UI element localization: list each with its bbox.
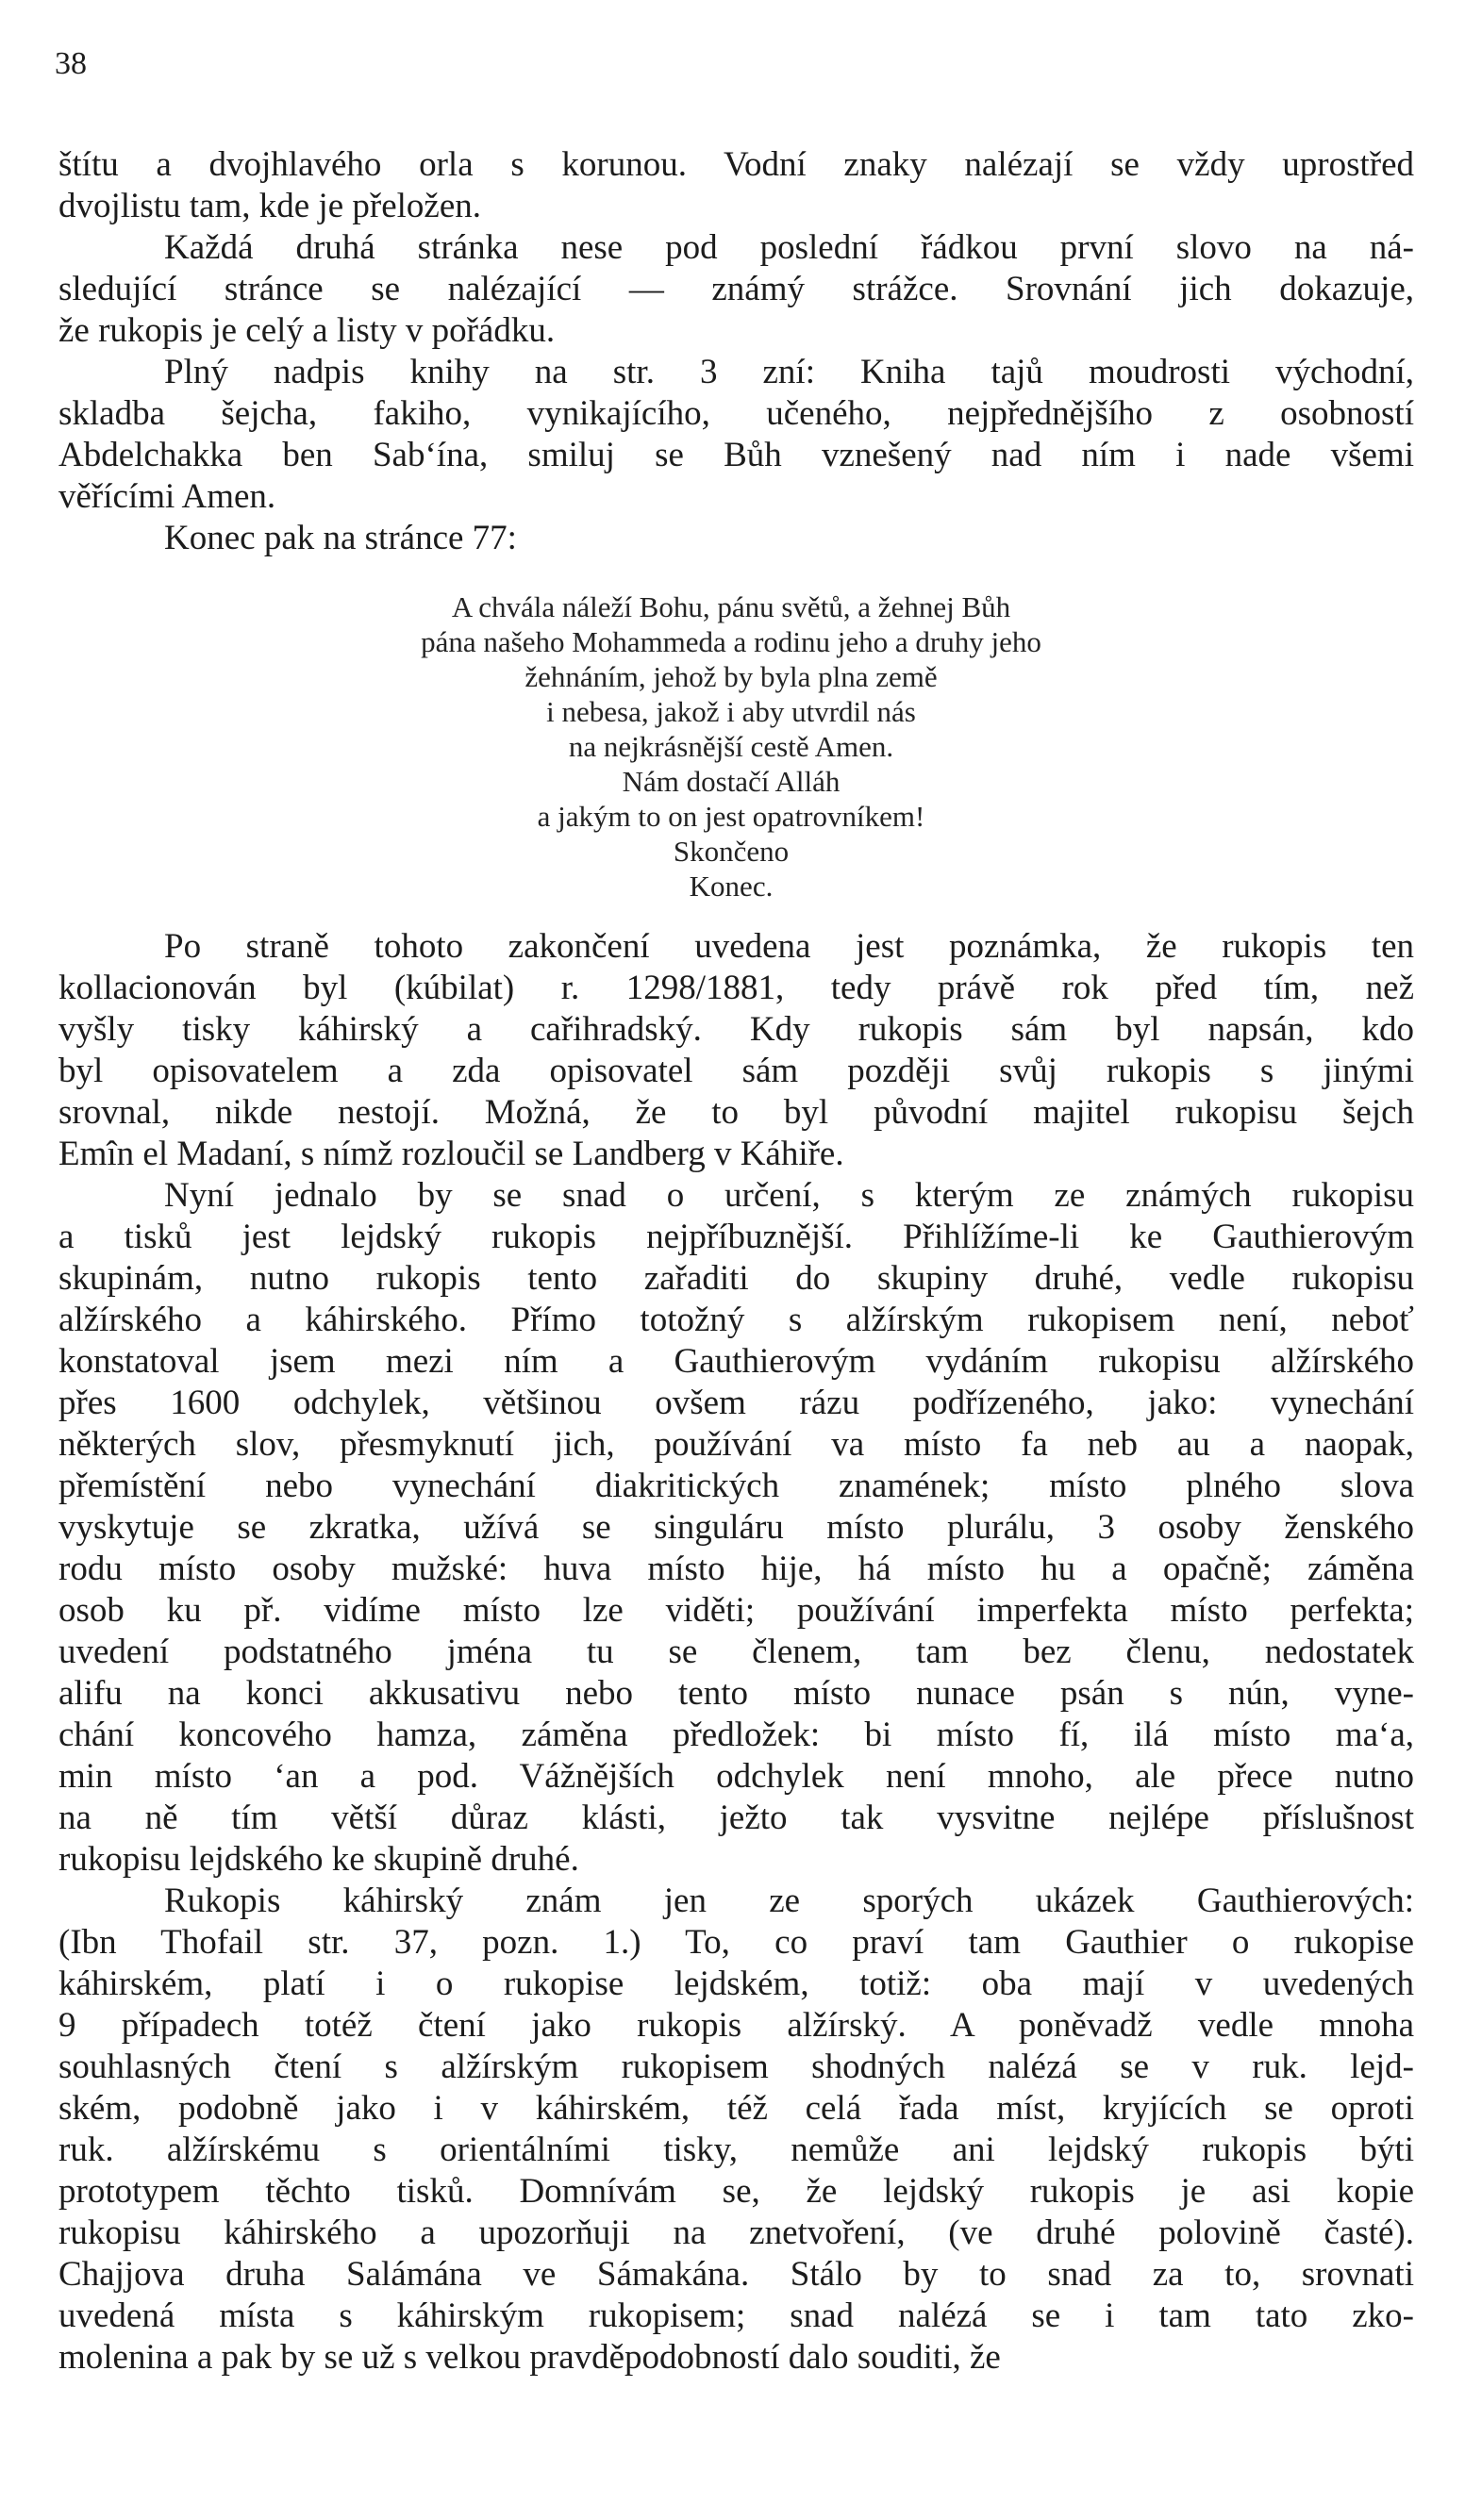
text-line: dvojlistu tam, kde je přeložen.: [58, 187, 481, 225]
text-line: Rukopis káhirský znám jen ze sporých ukázek Gauthierových:: [164, 1882, 1414, 1920]
text-line: Každá druhá stránka nese pod poslední řádkou první slovo na ná-: [164, 228, 1414, 267]
quote-line: Konec.: [689, 870, 774, 903]
text-line: skladba šejcha, fakiho, vynikajícího, učeného, nejpřednějšího z osobností: [58, 394, 1414, 433]
text-line: osob ku př. vidíme místo lze viděti; používání imperfekta místo perfekta;: [58, 1591, 1414, 1630]
quote-line: na nejkrásnější cestě Amen.: [568, 730, 894, 763]
intro-section: [58, 144, 1414, 559]
text-line: kollacionován byl (kúbilat) r. 1298/1881, tedy právě rok před tím, než: [58, 969, 1414, 1007]
text-line: vyskytuje se zkratka, užívá se singuláru místo plurálu, 3 osoby ženského: [58, 1508, 1414, 1547]
quote-line: Nám dostačí Alláh: [622, 765, 841, 798]
quote-line: žehnáním, jehož by byla plna země: [524, 660, 938, 693]
text-line: na ně tím větší důraz klásti, ježto tak vysvitne nejlépe příslušnost: [58, 1799, 1414, 1837]
text-line: min místo ‘an a pod. Vážnějších odchylek není mnoho, ale přece nutno: [58, 1757, 1414, 1796]
paragraph: [58, 1881, 1414, 2379]
text-line: rukopisu káhirského a upozorňuji na znetvoření, (ve druhé polovině časté).: [58, 2213, 1414, 2252]
quote-line: i nebesa, jakož i aby utvrdil nás: [546, 695, 916, 728]
text-line: některých slov, přesmyknutí jich, používání va místo fa neb au a naopak,: [58, 1425, 1414, 1464]
text-line: vyšly tisky káhirský a cařihradský. Kdy rukopis sám byl napsán, kdo: [58, 1010, 1414, 1049]
text-line: 9 případech totéž čtení jako rukopis alžírský. A poněvadž vedle mnoha: [58, 2006, 1414, 2045]
text-line: Po straně tohoto zakončení uvedena jest poznámka, že rukopis ten: [164, 927, 1414, 966]
text-line: věřícími Amen.: [58, 477, 276, 516]
text-line: uvedená místa s káhirským rukopisem; snad nalézá se i tam tato zko-: [58, 2296, 1414, 2335]
text-line: (Ibn Thofail str. 37, pozn. 1.) To, co praví tam Gauthier o rukopise: [58, 1923, 1414, 1962]
text-line: káhirském, platí i o rukopise lejdském, totiž: oba mají v uvedených: [58, 1965, 1414, 2003]
quote-line: a jakým to on jest opatrovníkem!: [537, 800, 925, 833]
body-section: [58, 926, 1414, 2379]
text-line: štítu a dvojhlavého orla s korunou. Vodní znaky nalézají se vždy uprostřed: [58, 145, 1414, 184]
text-line: konstatoval jsem mezi ním a Gauthierovým vydáním rukopisu alžírského: [58, 1342, 1414, 1381]
text-line: rukopisu lejdského ke skupině druhé.: [58, 1840, 579, 1879]
paragraph: [58, 144, 1414, 227]
text-line: skupinám, nutno rukopis tento zařaditi do skupiny druhé, vedle rukopisu: [58, 1259, 1414, 1298]
colophon-quote: [236, 589, 1226, 904]
paragraph: [58, 926, 1414, 1175]
text-line: přemístění nebo vynechání diakritických znamének; místo plného slova: [58, 1467, 1414, 1505]
text-line: rodu místo osoby mužské: huva místo hije, há místo hu a opačně; záměna: [58, 1550, 1414, 1588]
paragraph: [58, 518, 1414, 559]
quote-line: Skončeno: [673, 835, 790, 868]
text-line: sledující stránce se nalézající — známý strážce. Srovnání jich dokazuje,: [58, 270, 1414, 308]
page-number: 38: [55, 46, 87, 81]
text-line: ruk. alžírskému s orientálními tisky, nemůže ani lejdský rukopis býti: [58, 2130, 1414, 2169]
text-line: alifu na konci akkusativu nebo tento místo nunace psán s nún, vyne-: [58, 1674, 1414, 1713]
text-line: Plný nadpis knihy na str. 3 zní: Kniha tajů moudrosti východní,: [164, 353, 1414, 391]
text-line: přes 1600 odchylek, většinou ovšem rázu podřízeného, jako: vynechání: [58, 1384, 1414, 1422]
paragraph: [58, 227, 1414, 352]
text-line: byl opisovatelem a zda opisovatel sám později svůj rukopis s jinými: [58, 1052, 1414, 1090]
text-line: uvedení podstatného jména tu se členem, tam bez členu, nedostatek: [58, 1633, 1414, 1671]
text-line: chání koncového hamza, záměna předložek: bi místo fí, ilá místo ma‘a,: [58, 1716, 1414, 1754]
text-line: Emîn el Madaní, s nímž rozloučil se Landberg v Káhiře.: [58, 1135, 844, 1173]
paragraph: [58, 352, 1414, 518]
text-line: Chajjova druha Salámána ve Sámakána. Stálo by to snad za to, srovnati: [58, 2255, 1414, 2294]
text-line: Konec pak na stránce 77:: [164, 519, 517, 557]
text-line: ském, podobně jako i v káhirském, též celá řada míst, kryjících se oproti: [58, 2089, 1414, 2128]
text-line: souhlasných čtení s alžírským rukopisem shodných nalézá se v ruk. lejd-: [58, 2048, 1414, 2086]
paragraph: [58, 1175, 1414, 1881]
text-line: Nyní jednalo by se snad o určení, s kterým ze známých rukopisu: [164, 1176, 1414, 1215]
text-line: Abdelchakka ben Sab‘ína, smiluj se Bůh vznešený nad ním i nade všemi: [58, 436, 1414, 474]
text-line: molenina a pak by se už s velkou pravděpodobností dalo souditi, že: [58, 2338, 1001, 2377]
text-line: že rukopis je celý a listy v pořádku.: [58, 311, 556, 350]
text-line: alžírského a káhirského. Přímo totožný s alžírským rukopisem není, neboť: [58, 1301, 1414, 1339]
text-line: srovnal, nikde nestojí. Možná, že to byl původní majitel rukopisu šejch: [58, 1093, 1414, 1132]
quote-line: A chvála náleží Bohu, pánu světů, a žehnej Bůh: [451, 590, 1011, 623]
quote-line: pána našeho Mohammeda a rodinu jeho a druhy jeho: [421, 625, 1041, 658]
text-line: prototypem těchto tisků. Domnívám se, že lejdský rukopis je asi kopie: [58, 2172, 1414, 2211]
text-line: a tisků jest lejdský rukopis nejpříbuznější. Přihlížíme-li ke Gauthierovým: [58, 1218, 1414, 1256]
